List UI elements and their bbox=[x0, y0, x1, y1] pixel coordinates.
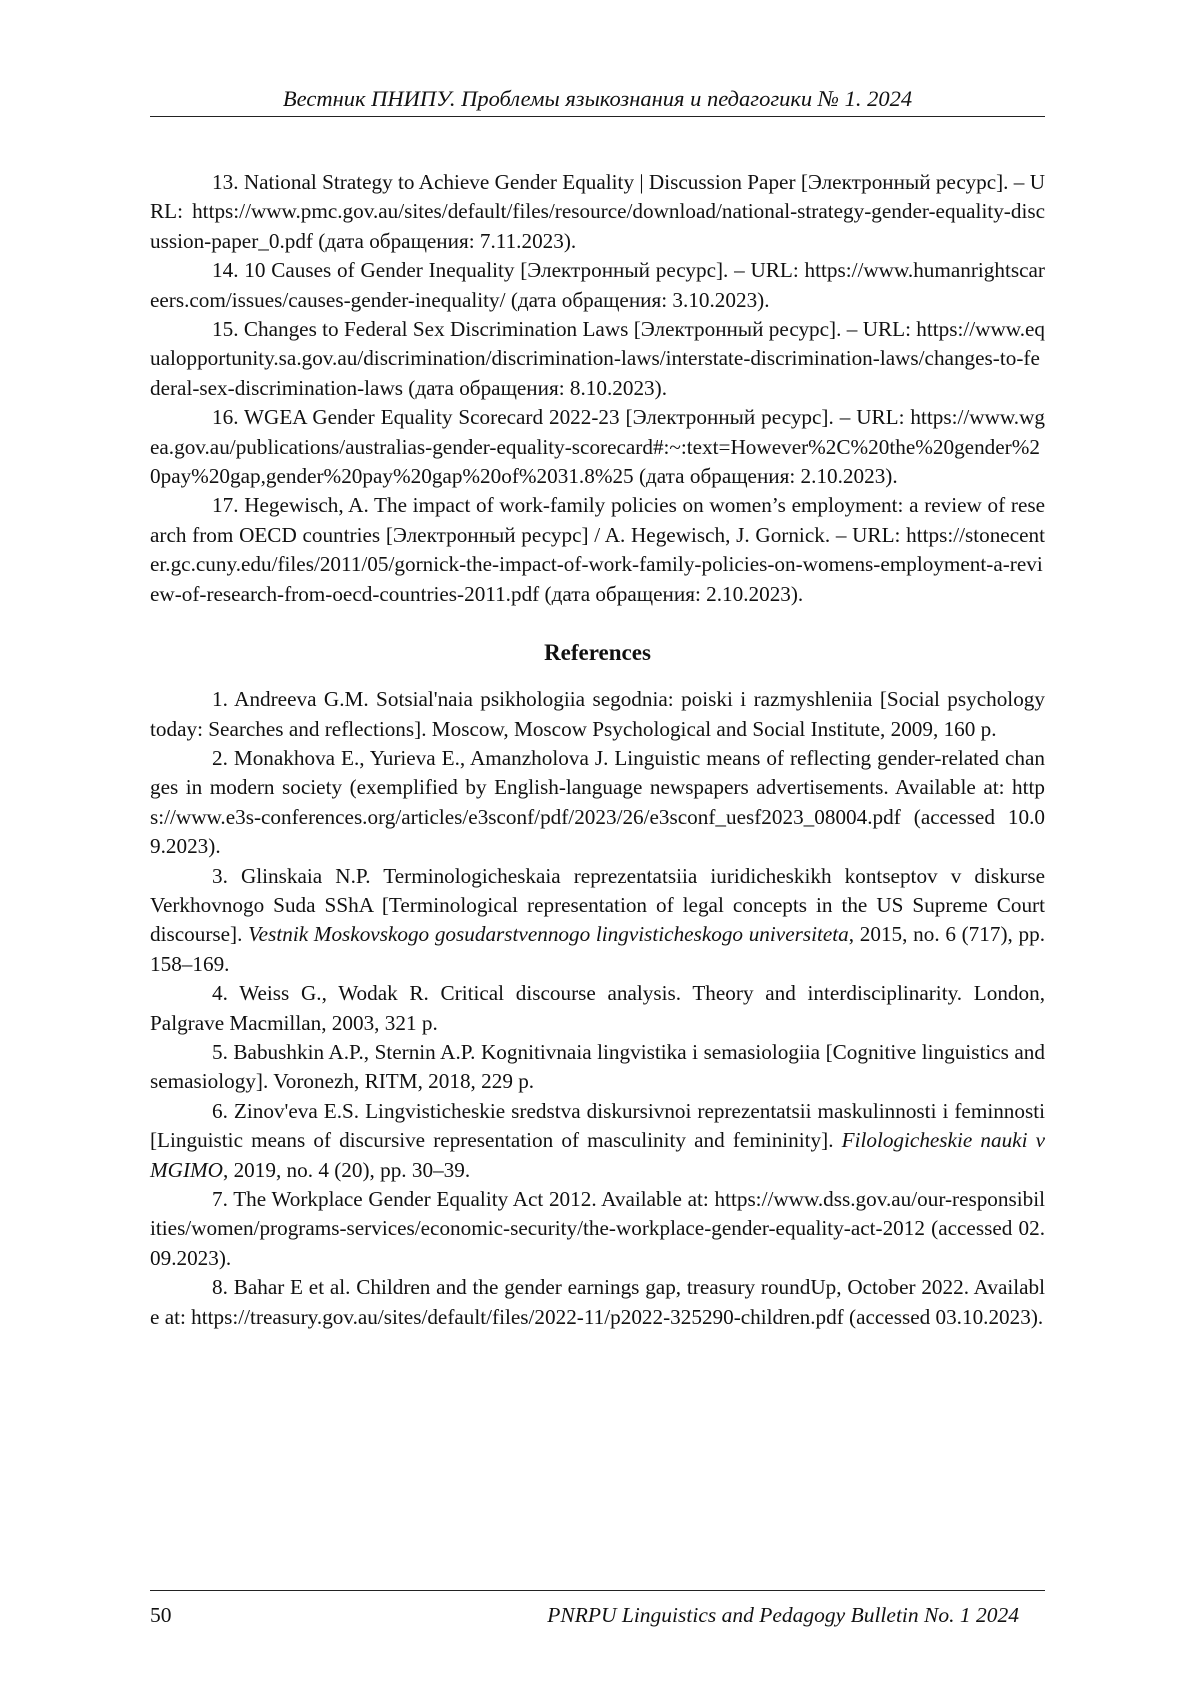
reference-item: 1. Andreeva G.M. Sotsial'naia psikhologiia segodnia: poiski i razmyshleniia [Social psychology today: Searches and reflections]. Moscow, Moscow Psychological and Social Institute, 2009, 160 p. bbox=[150, 687, 1045, 741]
journal-name: Filologicheskie nauki v MGIMO bbox=[150, 1128, 1046, 1182]
reference-item: 3. Glinskaia N.P. Terminologicheskaia reprezentatsiia iuridicheskikh kontseptov v diskurse Verkhovnogo Suda SShA [Terminological representation of legal concepts in the US Supreme Court discourse]. Vestnik Moskovskogo gosudarstvennogo lingvisticheskogo universiteta, 2015, no. 6 (717), pp. 158–169. bbox=[150, 863, 1046, 976]
journal-title-ru: Вестник ПНИПУ. Проблемы языкознания и педагогики № 1. 2024 bbox=[282, 86, 913, 111]
journal-title-en: PNRPU Linguistics and Pedagogy Bulletin No. 1 2024 bbox=[547, 1603, 1019, 1627]
source-item: 14. 10 Causes of Gender Inequality [Электронный ресурс]. – URL: https://www.humanrightscareers.com/issues/causes-gender-inequality/ (дата обращения: 3.10.2023). bbox=[150, 258, 1045, 312]
source-item: 16. WGEA Gender Equality Scorecard 2022-23 [Электронный ресурс]. – URL: https://www.wgea.gov.au/publications/australias-gender-equality-scorecard#:~:text=However%2C%20the%20gender%20pay%20gap,gender%20pay%20gap%20of%2031.8%25 (дата обращения: 2.10.2023). bbox=[150, 405, 1045, 489]
reference-item: 6. Zinov'eva E.S. Lingvisticheskie sredstva diskursivnoi reprezentatsii maskulinnosti i feminnosti [Linguistic means of discursive representation of masculinity and femininity]. Filologicheskie nauki v MGIMO, 2019, no. 4 (20), pp. 30–39. bbox=[150, 1098, 1046, 1182]
running-header bbox=[150, 84, 1045, 117]
source-item: 13. National Strategy to Achieve Gender Equality | Discussion Paper [Электронный ресурс]. – URL: https://www.pmc.gov.au/sites/default/files/resource/download/national-strategy-gender-equality-discussion-paper_0.pdf (дата обращения: 7.11.2023). bbox=[150, 170, 1045, 253]
reference-item: 4. Weiss G., Wodak R. Critical discourse analysis. Theory and interdisciplinarity. London, Palgrave Macmillan, 2003, 321 p. bbox=[150, 981, 1045, 1035]
page-number: 50 bbox=[150, 1603, 172, 1627]
reference-item: 8. Bahar E et al. Children and the gender earnings gap, treasury roundUp, October 2022. Available at: https://treasury.gov.au/sites/default/files/2022-11/p2022-325290-children.pdf (accessed 03.10.2023). bbox=[150, 1275, 1046, 1329]
references-heading: References bbox=[544, 640, 651, 666]
journal-name: Vestnik Moskovskogo gosudarstvennogo lingvisticheskogo universiteta bbox=[248, 922, 849, 947]
source-item: 17. Hegewisch, A. The impact of work-family policies on women’s employment: a review of research from OECD countries [Электронный ресурс] / A. Hegewisch, J. Gornick. – URL: https://stonecenter.gc.cuny.edu/files/2011/05/gornick-the-impact-of-work-family-policies-on-womens-employment-a-review-of-research-from-oecd-countries-2011.pdf (дата обращения: 2.10.2023). bbox=[150, 493, 1045, 606]
reference-item: 2. Monakhova E., Yurieva E., Amanzholova J. Linguistic means of reflecting gender-related changes in modern society (exemplified by English-language newspapers advertisements. Available at: https://www.e3s-conferences.org/articles/e3sconf/pdf/2023/26/e3sconf_uesf2023_08004.pdf (accessed 10.09.2023). bbox=[150, 745, 1045, 859]
reference-item: 7. The Workplace Gender Equality Act 2012. Available at: https://www.dss.gov.au/our-responsibilities/women/programs-services/economic-security/the-workplace-gender-equality-act-2012 (accessed 02.09.2023). bbox=[150, 1187, 1045, 1270]
reference-item: 5. Babushkin A.P., Sternin A.P. Kognitivnaia lingvistika i semasiologiia [Cognitive linguistics and semasiology]. Voronezh, RITM, 2018, 229 p. bbox=[150, 1039, 1045, 1094]
running-footer bbox=[150, 1590, 1045, 1627]
source-item: 15. Changes to Federal Sex Discrimination Laws [Электронный ресурс]. – URL: https://www.equalopportunity.sa.gov.au/discrimination/discrimination-laws/interstate-discrimination-laws/changes-to-federal-sex-discrimination-laws (дата обращения: 8.10.2023). bbox=[150, 317, 1045, 400]
page-content bbox=[150, 168, 1045, 1332]
